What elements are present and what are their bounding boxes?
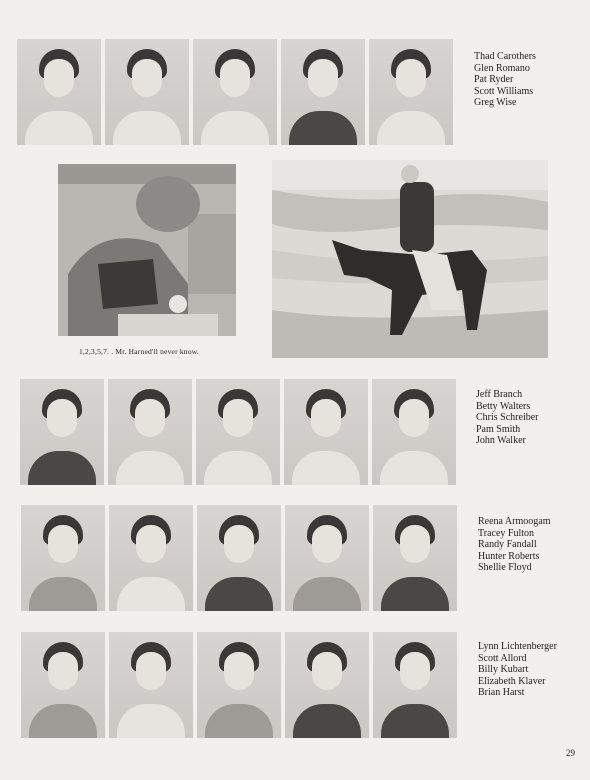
name-list-2 xyxy=(476,389,539,447)
portrait-photo xyxy=(284,379,368,485)
student-name: Elizabeth Klaver xyxy=(478,675,546,687)
name-list-3 xyxy=(478,516,550,574)
name-list-1 xyxy=(474,51,536,109)
student-name: Thad Carothers xyxy=(474,51,536,62)
page-number: 29 xyxy=(566,748,575,758)
student-name: Scott Williams xyxy=(474,85,534,97)
portrait-photo xyxy=(108,379,192,485)
student-name: Randy Fandall xyxy=(478,539,537,551)
portrait-photo xyxy=(109,632,193,738)
student-name: Brian Harst xyxy=(478,687,525,699)
portrait-photo xyxy=(197,632,281,738)
portrait-photo xyxy=(21,505,105,611)
photo-caption: 1,2,3,5,7. . Mr. Harned'll never know. xyxy=(79,347,199,356)
portrait-row-1 xyxy=(17,39,453,145)
portrait-row-4 xyxy=(21,632,457,738)
student-name: Lynn Lichtenberger xyxy=(478,641,557,652)
student-name: Betty Walters xyxy=(476,400,531,412)
portrait-photo xyxy=(373,632,457,738)
portrait-photo xyxy=(373,505,457,611)
portrait-row-2 xyxy=(20,379,456,485)
portrait-photo xyxy=(197,505,281,611)
portrait-photo xyxy=(285,632,369,738)
student-name: John Walker xyxy=(476,435,526,447)
student-name: Chris Schreiber xyxy=(476,412,539,424)
portrait-photo xyxy=(285,505,369,611)
portrait-photo xyxy=(105,39,189,145)
student-name: Glen Romano xyxy=(474,62,530,74)
portrait-photo xyxy=(20,379,104,485)
portrait-photo xyxy=(193,39,277,145)
student-name: Pat Ryder xyxy=(474,74,514,86)
portrait-photo xyxy=(109,505,193,611)
student-name: Greg Wise xyxy=(474,97,517,109)
portrait-row-3 xyxy=(21,505,457,611)
student-name: Billy Kubart xyxy=(478,664,529,676)
student-name: Jeff Branch xyxy=(476,389,523,400)
name-list-4 xyxy=(478,641,557,699)
portrait-photo xyxy=(372,379,456,485)
student-name: Tracey Fulton xyxy=(478,527,535,539)
student-name: Shellie Floyd xyxy=(478,562,532,574)
portrait-photo xyxy=(196,379,280,485)
student-name: Scott Allord xyxy=(478,652,527,664)
portrait-photo xyxy=(281,39,365,145)
candid-photo-lab xyxy=(58,164,236,336)
student-name: Reena Armoogam xyxy=(478,516,551,527)
portrait-photo xyxy=(369,39,453,145)
candid-photo-donkey xyxy=(272,160,548,358)
portrait-photo xyxy=(21,632,105,738)
student-name: Hunter Roberts xyxy=(478,550,540,562)
portrait-photo xyxy=(17,39,101,145)
student-name: Pam Smith xyxy=(476,423,521,435)
